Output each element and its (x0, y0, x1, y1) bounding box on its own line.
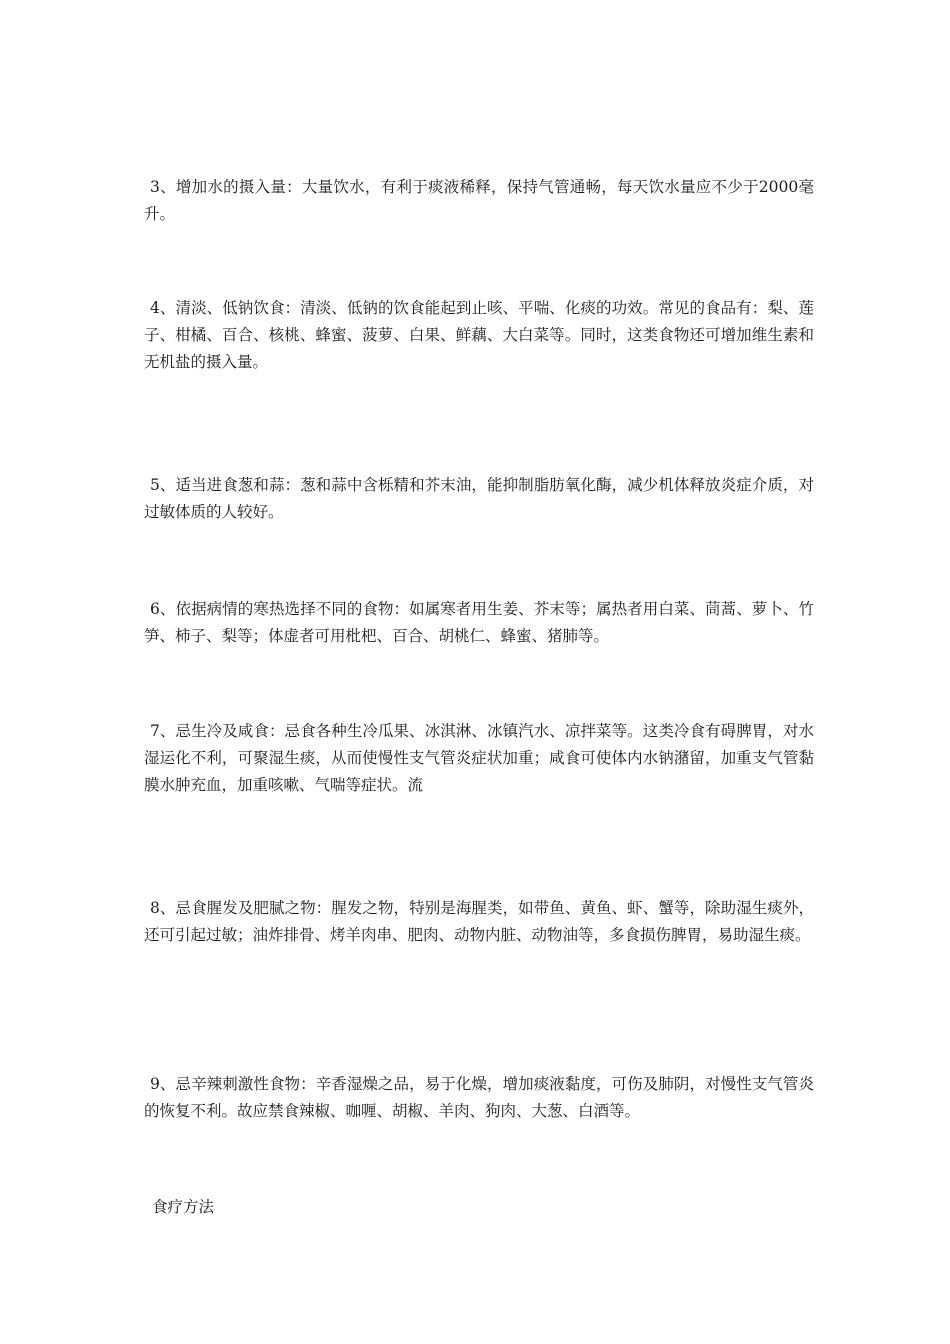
paragraph-item-4: 4、清淡、低钠饮食：清淡、低钠的饮食能起到止咳、平喘、化痰的功效。常见的食品有：梨、莲子、柑橘、百合、核桃、蜂蜜、菠萝、白果、鲜藕、大白菜等。同时，这类食物还可增加维生素和无机盐的摄入量。 (144, 299, 814, 371)
paragraph-item-5: 5、适当进食葱和蒜：葱和蒜中含栎精和芥末油，能抑制脂肪氧化酶，减少机体释放炎症介质，对过敏体质的人较好。 (144, 476, 814, 521)
section-heading: 食疗方法 (152, 1198, 215, 1216)
paragraph-item-7: 7、忌生冷及咸食：忌食各种生冷瓜果、冰淇淋、冰镇汽水、凉拌菜等。这类冷食有碍脾胃，对水湿运化不利，可聚湿生痰，从而使慢性支气管炎症状加重；咸食可使体内水钠潴留，加重支气管黏膜水肿充血，加重咳嗽、气喘等症状。流 (144, 722, 814, 794)
paragraph-item-8: 8、忌食腥发及肥腻之物：腥发之物，特别是海腥类，如带鱼、黄鱼、虾、蟹等，除助湿生痰外，还可引起过敏；油炸排骨、烤羊肉串、肥肉、动物内脏、动物油等，多食损伤脾胃，易助湿生痰。 (144, 899, 814, 944)
paragraph-item-6: 6、依据病情的寒热选择不同的食物：如属寒者用生姜、芥末等；属热者用白菜、茼蒿、萝卜、竹笋、柿子、梨等；体虚者可用枇杷、百合、胡桃仁、蜂蜜、猪肺等。 (144, 600, 814, 645)
paragraph-item-9: 9、忌辛辣刺激性食物：辛香湿燥之品，易于化燥，增加痰液黏度，可伤及肺阴，对慢性支气管炎的恢复不利。故应禁食辣椒、咖喱、胡椒、羊肉、狗肉、大葱、白酒等。 (144, 1075, 814, 1120)
paragraph-item-3: 3、增加水的摄入量：大量饮水，有利于痰液稀释，保持气管通畅，每天饮水量应不少于2000毫升。 (144, 178, 814, 223)
